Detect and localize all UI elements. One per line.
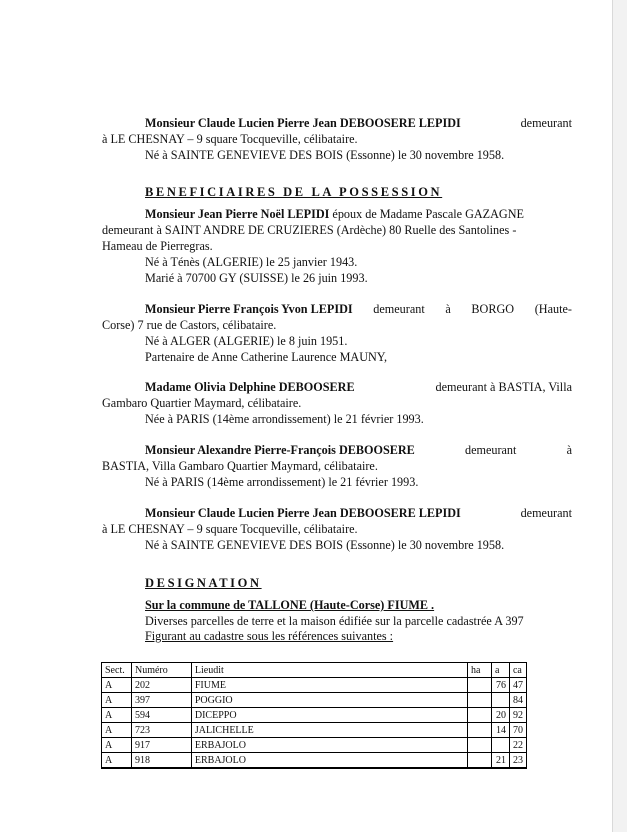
cell-lieudit: JALICHELLE (191, 723, 467, 738)
designation-line2: Diverses parcelles de terre et la maison édifiée sur la parcelle cadastrée A 397 (145, 614, 524, 628)
designation-heading: DESIGNATION (145, 576, 262, 590)
cell-ca: 23 (509, 753, 526, 769)
beneficiary-1-rest: époux de Madame Pascale GAZAGNE (332, 207, 524, 221)
table-row (102, 708, 527, 723)
table-row (102, 738, 527, 753)
cell-sect: A (102, 708, 132, 723)
cell-ca: 92 (509, 708, 526, 723)
beneficiary-2-line3: Né à ALGER (ALGERIE) le 8 juin 1951. (145, 334, 348, 348)
beneficiary-2-line1 (102, 302, 572, 318)
table-row (102, 678, 527, 693)
cell-ha (468, 678, 492, 693)
beneficiary-2-word-2: à (445, 302, 451, 316)
beneficiary-2-word-1: demeurant (373, 302, 425, 316)
page-edge (612, 0, 627, 832)
beneficiary-2-word-3: BORGO (471, 302, 515, 316)
cell-numero: 917 (131, 738, 191, 753)
beneficiary-1-line2: demeurant à SAINT ANDRE DE CRUZIERES (Ardèche) 80 Ruelle des Santolines - (102, 223, 517, 237)
beneficiary-5-line3: Né à SAINTE GENEVIEVE DES BOIS (Essonne) le 30 novembre 1958. (145, 538, 505, 552)
cell-a: 14 (491, 723, 509, 738)
cell-lieudit: FIUME (191, 678, 467, 693)
designation-commune: Sur la commune de TALLONE (Haute-Corse) FIUME . (145, 598, 435, 612)
beneficiary-5-line1 (102, 506, 572, 522)
cell-ca: 84 (509, 693, 526, 708)
col-header-a: a (491, 663, 509, 678)
col-header-numero: Numéro (131, 663, 191, 678)
cell-ca: 70 (509, 723, 526, 738)
beneficiary-3-rest: demeurant à BASTIA, Villa (435, 380, 572, 394)
cell-a: 21 (491, 753, 509, 769)
beneficiary-3-line3: Née à PARIS (14ème arrondissement) le 21 février 1993. (145, 412, 424, 426)
beneficiary-4-word-2: à (566, 443, 572, 457)
cell-ha (468, 693, 492, 708)
beneficiary-1-name: Monsieur Jean Pierre Noël LEPIDI (145, 207, 330, 221)
cell-sect: A (102, 693, 132, 708)
cell-sect: A (102, 723, 132, 738)
designation-line3: Figurant au cadastre sous les références suivantes : (145, 629, 394, 643)
person-top-line1-rest: demeurant (520, 116, 572, 130)
beneficiary-1-line4: Né à Ténès (ALGERIE) le 25 janvier 1943. (145, 255, 358, 269)
beneficiary-4-word-1: demeurant (464, 443, 517, 457)
col-header-ha: ha (468, 663, 492, 678)
cell-lieudit: DICEPPO (191, 708, 467, 723)
cadastre-table (101, 662, 527, 769)
cell-ha (468, 753, 492, 769)
cell-sect: A (102, 738, 132, 753)
table-row (102, 723, 527, 738)
cell-a (491, 738, 509, 753)
cell-lieudit: POGGIO (191, 693, 467, 708)
beneficiaires-heading: BENEFICIAIRES DE LA POSSESSION (145, 185, 443, 199)
cell-numero: 918 (131, 753, 191, 769)
beneficiary-1-line5: Marié à 70700 GY (SUISSE) le 26 juin 1993. (145, 271, 368, 285)
beneficiary-2-line2: Corse) 7 rue de Castors, célibataire. (102, 318, 277, 332)
beneficiary-3-name: Madame Olivia Delphine DEBOOSERE (145, 380, 355, 394)
cell-numero: 397 (131, 693, 191, 708)
cell-ca: 22 (509, 738, 526, 753)
beneficiary-2-word-4: (Haute- (534, 302, 572, 316)
beneficiary-4-name: Monsieur Alexandre Pierre-François DEBOOSERE (145, 443, 415, 457)
person-top-name: Monsieur Claude Lucien Pierre Jean DEBOOSERE LEPIDI (145, 116, 461, 130)
person-top-line2: à LE CHESNAY – 9 square Tocqueville, célibataire. (102, 132, 358, 146)
person-top-line1 (102, 116, 572, 132)
person-top-line3: Né à SAINTE GENEVIEVE DES BOIS (Essonne) le 30 novembre 1958. (145, 148, 505, 162)
beneficiary-4-line2: BASTIA, Villa Gambaro Quartier Maymard, célibataire. (102, 459, 378, 473)
cell-lieudit: ERBAJOLO (191, 738, 467, 753)
table-row (102, 693, 527, 708)
beneficiary-4-line1 (102, 443, 572, 459)
beneficiary-5-rest: demeurant (520, 506, 572, 520)
cell-ca: 47 (509, 678, 526, 693)
col-header-lieudit: Lieudit (191, 663, 467, 678)
cadastre-header-row (102, 663, 527, 678)
beneficiary-3-line2: Gambaro Quartier Maymard, célibataire. (102, 396, 302, 410)
cell-ha (468, 708, 492, 723)
beneficiary-1-line1 (145, 207, 524, 223)
beneficiary-1-line3: Hameau de Pierregras. (102, 239, 213, 253)
beneficiary-5-line2: à LE CHESNAY – 9 square Tocqueville, célibataire. (102, 522, 358, 536)
col-header-sect: Sect. (102, 663, 132, 678)
beneficiary-3-line1 (102, 380, 572, 396)
cell-a: 76 (491, 678, 509, 693)
beneficiary-5-name: Monsieur Claude Lucien Pierre Jean DEBOOSERE LEPIDI (145, 506, 461, 520)
table-row (102, 753, 527, 769)
beneficiary-2-name: Monsieur Pierre François Yvon LEPIDI (145, 302, 353, 316)
col-header-ca: ca (509, 663, 526, 678)
beneficiary-2-line4: Partenaire de Anne Catherine Laurence MAUNY, (145, 350, 388, 364)
cell-ha (468, 723, 492, 738)
cell-a: 20 (491, 708, 509, 723)
cell-numero: 202 (131, 678, 191, 693)
cell-numero: 723 (131, 723, 191, 738)
cell-sect: A (102, 678, 132, 693)
cell-sect: A (102, 753, 132, 769)
cell-lieudit: ERBAJOLO (191, 753, 467, 769)
cell-numero: 594 (131, 708, 191, 723)
cell-ha (468, 738, 492, 753)
cell-a (491, 693, 509, 708)
beneficiary-4-line3: Né à PARIS (14ème arrondissement) le 21 février 1993. (145, 475, 419, 489)
